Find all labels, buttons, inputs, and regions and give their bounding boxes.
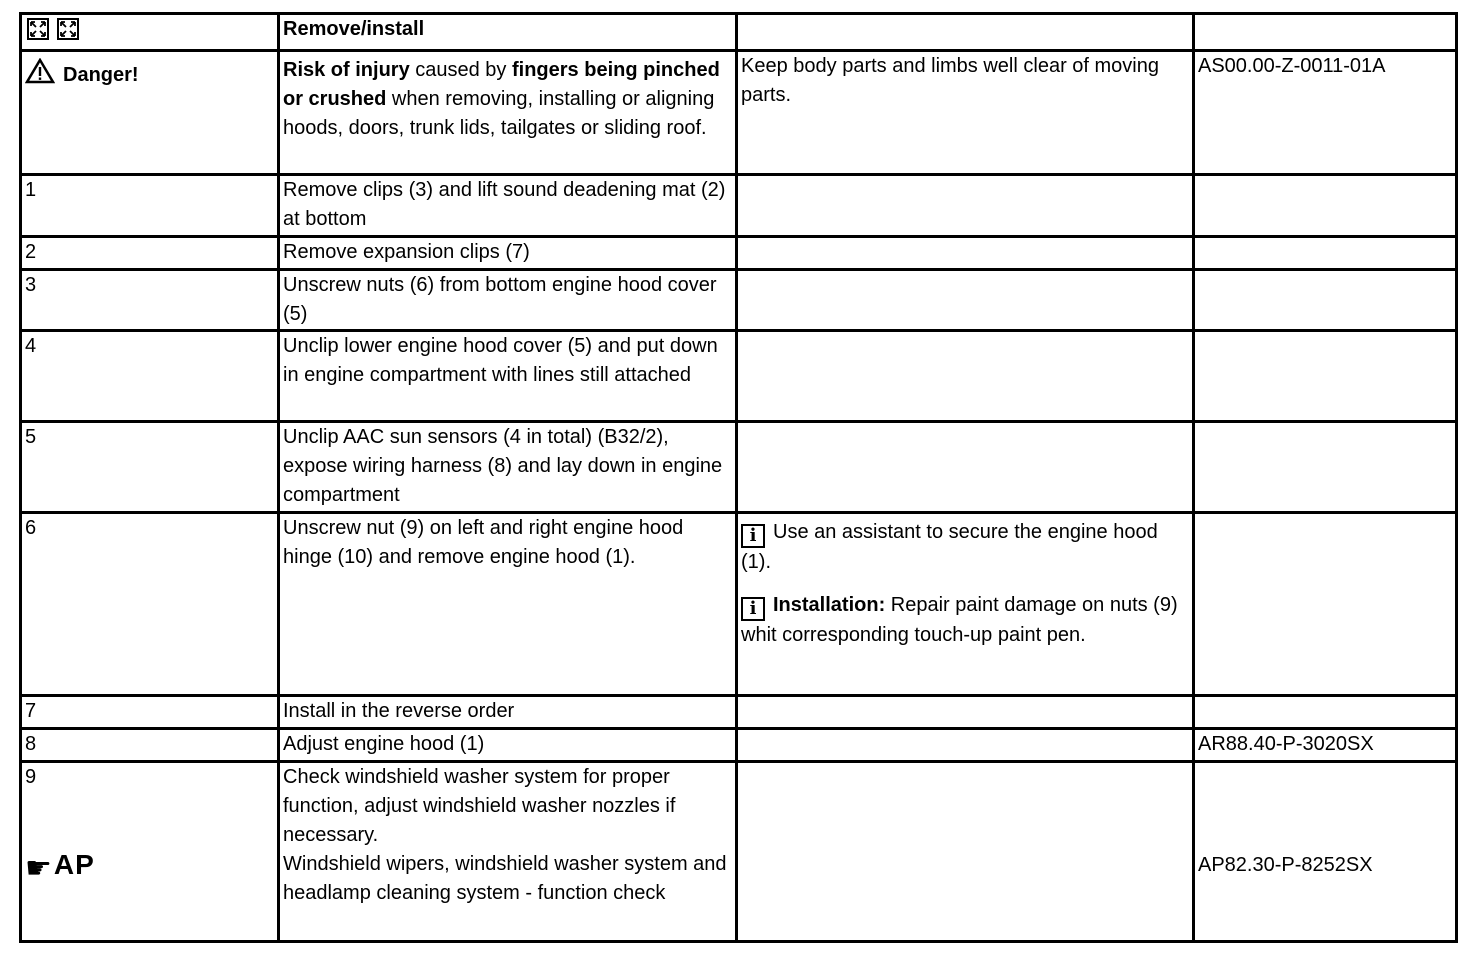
ap-label: AP bbox=[53, 849, 95, 880]
step-row bbox=[21, 270, 1457, 331]
section-title: Remove/install bbox=[279, 14, 737, 51]
step-number-cell bbox=[21, 762, 279, 942]
step-number: 7 bbox=[21, 696, 279, 729]
empty-cell bbox=[1194, 422, 1457, 513]
step-ref-link[interactable]: AR88.40-P-3020SX bbox=[1194, 729, 1457, 762]
step-text: Remove clips (3) and lift sound deadening mat (2) at bottom bbox=[279, 175, 737, 237]
step-row bbox=[21, 422, 1457, 513]
step-row bbox=[21, 237, 1457, 270]
empty-cell bbox=[1194, 237, 1457, 270]
step-row bbox=[21, 175, 1457, 237]
empty-cell bbox=[1194, 175, 1457, 237]
procedure-table bbox=[19, 12, 1458, 943]
empty-cell bbox=[737, 422, 1194, 513]
step-row bbox=[21, 762, 1457, 942]
step-text: Unclip lower engine hood cover (5) and put down in engine compartment with lines still attached bbox=[279, 331, 737, 422]
step-text: Unscrew nut (9) on left and right engine hood hinge (10) and remove engine hood (1). bbox=[279, 513, 737, 696]
danger-row bbox=[21, 51, 1457, 175]
installation-text: Repair paint damage on nuts (9) whit corresponding touch-up paint pen. bbox=[741, 594, 1178, 646]
danger-text: when removing, installing or aligning hoods, doors, trunk lids, tailgates or sliding roof. bbox=[283, 88, 715, 139]
risk-heading: Risk of injury bbox=[283, 59, 410, 81]
ap-ref-cell bbox=[1194, 762, 1457, 942]
empty-cell bbox=[737, 270, 1194, 331]
step-number: 8 bbox=[21, 729, 279, 762]
info-note-text: Use an assistant to secure the engine hood (1). bbox=[741, 521, 1158, 573]
step-number: 9 bbox=[25, 766, 37, 788]
danger-label: Danger! bbox=[63, 64, 139, 86]
empty-cell bbox=[737, 729, 1194, 762]
danger-text: caused by bbox=[409, 59, 512, 81]
hazard-bold: fingers being pinched or crushed bbox=[283, 59, 720, 110]
pointing-hand-icon: ☛ bbox=[25, 852, 52, 885]
empty-cell bbox=[1194, 696, 1457, 729]
step-row bbox=[21, 729, 1457, 762]
step-text: Install in the reverse order bbox=[279, 696, 737, 729]
ap-marker[interactable] bbox=[25, 850, 275, 884]
empty-cell bbox=[1194, 270, 1457, 331]
empty-cell bbox=[1194, 331, 1457, 422]
warning-triangle-icon bbox=[25, 58, 55, 93]
info-note bbox=[741, 514, 1190, 577]
empty-cell bbox=[737, 237, 1194, 270]
step-text: Check windshield washer system for proper function, adjust windshield washer nozzles if necessary. bbox=[283, 766, 676, 846]
ap-text: Windshield wipers, windshield washer system and headlamp cleaning system - function check bbox=[283, 853, 727, 904]
expand-icon[interactable] bbox=[27, 18, 49, 40]
step-text: Adjust engine hood (1) bbox=[279, 729, 737, 762]
info-icon: i bbox=[741, 524, 765, 548]
installation-label: Installation: bbox=[773, 594, 886, 616]
step-text: Unclip AAC sun sensors (4 in total) (B32/2), expose wiring harness (8) and lay down in engine compartment bbox=[279, 422, 737, 513]
step-number: 2 bbox=[21, 237, 279, 270]
step-number: 1 bbox=[21, 175, 279, 237]
step-row bbox=[21, 513, 1457, 696]
step-number: 5 bbox=[21, 422, 279, 513]
info-icon: i bbox=[741, 597, 765, 621]
empty-cell bbox=[737, 762, 1194, 942]
danger-description bbox=[279, 51, 737, 175]
danger-cell bbox=[21, 51, 279, 175]
step-text: Remove expansion clips (7) bbox=[279, 237, 737, 270]
empty-cell bbox=[737, 331, 1194, 422]
empty-cell bbox=[737, 696, 1194, 729]
notes-cell bbox=[737, 513, 1194, 696]
ap-ref-link[interactable]: AP82.30-P-8252SX bbox=[1198, 854, 1373, 876]
header-row bbox=[21, 14, 1457, 51]
step-row bbox=[21, 331, 1457, 422]
step-text-cell bbox=[279, 762, 737, 942]
step-row bbox=[21, 696, 1457, 729]
empty-cell bbox=[1194, 513, 1457, 696]
empty-cell bbox=[1194, 14, 1457, 51]
header-icons-cell bbox=[21, 14, 279, 51]
danger-ref-link[interactable]: AS00.00-Z-0011-01A bbox=[1194, 51, 1457, 175]
step-number: 4 bbox=[21, 331, 279, 422]
step-number: 6 bbox=[21, 513, 279, 696]
expand-icon[interactable] bbox=[57, 18, 79, 40]
empty-cell bbox=[737, 175, 1194, 237]
step-number: 3 bbox=[21, 270, 279, 331]
danger-note: Keep body parts and limbs well clear of moving parts. bbox=[737, 51, 1194, 175]
step-text: Unscrew nuts (6) from bottom engine hood cover (5) bbox=[279, 270, 737, 331]
installation-note bbox=[741, 591, 1190, 650]
empty-cell bbox=[737, 14, 1194, 51]
